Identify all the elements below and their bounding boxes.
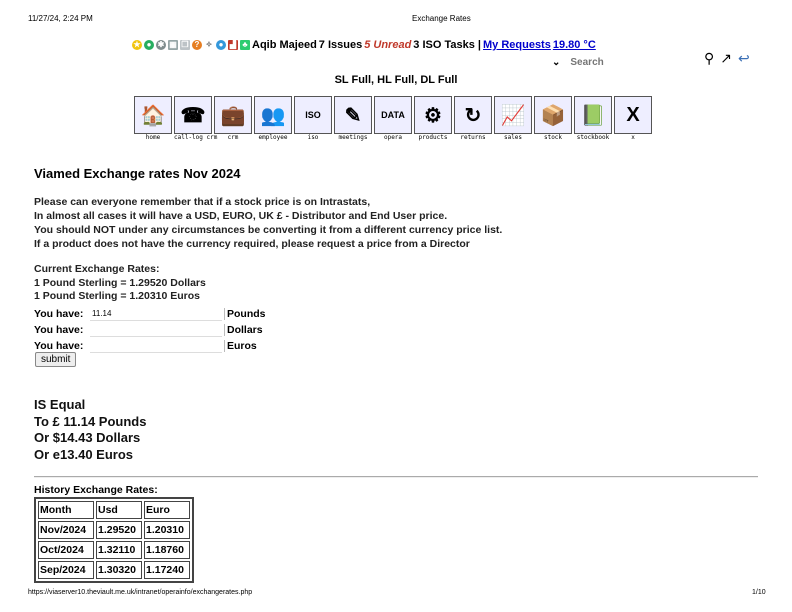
nav-item[interactable] xyxy=(334,96,372,142)
nav-label: iso xyxy=(307,134,319,141)
gears-icon[interactable]: ⚙ xyxy=(414,96,452,134)
nav-label: call-log crm xyxy=(174,134,218,141)
help-icon[interactable]: ? xyxy=(192,40,202,50)
right-icons xyxy=(704,50,750,67)
result-line: Or $14.43 Dollars xyxy=(34,430,141,445)
calendar-icon[interactable]: ▦ xyxy=(169,40,177,49)
temperature-readout[interactable]: 19.80 °C xyxy=(552,39,596,51)
nav-item[interactable] xyxy=(254,96,292,142)
star-icon[interactable]: ★ xyxy=(133,40,141,49)
nav-label: stockbook xyxy=(576,134,610,141)
current-rates xyxy=(34,263,206,304)
return-arrow-icon[interactable]: ↻ xyxy=(454,96,492,134)
close-x-icon[interactable]: X xyxy=(614,96,652,134)
table-row xyxy=(38,521,190,539)
briefcase-icon[interactable]: 💼 xyxy=(214,96,252,134)
footer-page: 1/10 xyxy=(752,589,766,596)
footer-url: https://viaserver10.theviault.me.uk/intranet/operainfo/exchangerates.php xyxy=(28,589,253,596)
external-link-icon[interactable]: ↗ xyxy=(720,50,732,66)
nav-item[interactable] xyxy=(534,96,572,142)
nav-label: crm xyxy=(227,134,239,141)
settings-icon[interactable]: ✱ xyxy=(157,40,165,49)
book-icon[interactable]: 📗 xyxy=(574,96,612,134)
box-icon[interactable]: 📦 xyxy=(534,96,572,134)
table-cell: 1.18760 xyxy=(144,541,190,559)
rate-euros: 1 Pound Sterling = 1.20310 Euros xyxy=(34,290,201,302)
print-datetime: 11/27/24, 2:24 PM xyxy=(28,14,93,23)
history-title: History Exchange Rates: xyxy=(34,484,158,496)
rate-dollars: 1 Pound Sterling = 1.29520 Dollars xyxy=(34,276,206,289)
table-cell: 1.20310 xyxy=(144,521,190,539)
result-line: Or e13.40 Euros xyxy=(34,446,133,462)
divider xyxy=(34,476,758,478)
notice-line: Please can everyone remember that if a stock price is on Intrastats, xyxy=(34,196,371,208)
unread-count[interactable]: 5 Unread xyxy=(364,39,412,51)
status-line: SL Full, HL Full, DL Full xyxy=(334,74,458,86)
converter-row-dollars xyxy=(34,322,266,338)
result-line: To £ 11.14 Pounds xyxy=(34,413,147,429)
current-rates-title: Current Exchange Rates: xyxy=(34,263,160,275)
magnifier-icon[interactable]: ⚲ xyxy=(704,50,715,66)
table-header: Euro xyxy=(144,501,190,519)
sales-chart-icon[interactable]: 📈 xyxy=(494,96,532,134)
pounds-input[interactable] xyxy=(90,308,222,321)
nav-item[interactable] xyxy=(294,96,332,142)
telephone-icon[interactable]: ☎ xyxy=(174,96,212,134)
submit-button[interactable]: submit xyxy=(35,352,76,367)
user-name: Aqib Majeed xyxy=(252,39,317,51)
table-cell: 1.29520 xyxy=(96,521,142,539)
iso-icon[interactable]: ISO xyxy=(294,96,332,134)
people-icon[interactable]: 👥 xyxy=(254,96,292,134)
search-input[interactable] xyxy=(568,56,682,69)
chevron-down-icon[interactable]: ⌄ xyxy=(552,57,561,68)
house-icon[interactable]: 🏠 xyxy=(134,96,172,134)
table-cell: 1.32110 xyxy=(96,541,142,559)
nav-item[interactable] xyxy=(494,96,532,142)
chat-icon[interactable]: ● xyxy=(216,40,226,50)
search-bar xyxy=(552,56,682,69)
nav-item[interactable] xyxy=(174,96,218,142)
globe-icon[interactable]: ● xyxy=(144,40,154,50)
table-cell: 1.17240 xyxy=(144,561,190,579)
notice-text xyxy=(34,195,502,251)
converter-form xyxy=(34,306,266,354)
converter-row-pounds xyxy=(34,306,266,322)
leaf-icon[interactable]: ♣ xyxy=(240,40,250,50)
nav-label: sales xyxy=(503,134,523,141)
euros-input[interactable] xyxy=(90,340,222,353)
nav-item[interactable] xyxy=(454,96,492,142)
pencil-icon[interactable]: ✎ xyxy=(334,96,372,134)
table-row xyxy=(38,561,190,579)
result-line: IS Equal xyxy=(34,397,86,412)
opera-data-icon[interactable]: DATA xyxy=(374,96,412,134)
notice-line: If a product does not have the currency required, please request a price from a Director xyxy=(34,238,470,250)
table-header: Usd xyxy=(96,501,142,519)
nav-item[interactable] xyxy=(134,96,172,142)
copy-icon[interactable]: ❐ xyxy=(181,40,189,49)
nav-item[interactable] xyxy=(414,96,452,142)
table-header: Month xyxy=(38,501,94,519)
table-cell: Nov/2024 xyxy=(38,521,94,539)
nav-item[interactable] xyxy=(214,96,252,142)
nav-label: home xyxy=(145,134,161,141)
page-title: Viamed Exchange rates Nov 2024 xyxy=(34,166,241,181)
table-cell: 1.30320 xyxy=(96,561,142,579)
nav-item[interactable] xyxy=(614,96,652,142)
issues-count[interactable]: 7 Issues xyxy=(318,39,363,51)
chart-icon[interactable]: ▟ xyxy=(229,40,237,49)
nav-label: returns xyxy=(460,134,486,141)
nav-label: products xyxy=(418,134,448,141)
nav-label: opera xyxy=(383,134,403,141)
unit-label: Pounds xyxy=(224,308,266,320)
print-title: Exchange Rates xyxy=(412,14,471,23)
nav-item[interactable] xyxy=(574,96,612,142)
nav-label: x xyxy=(631,134,635,141)
dollars-input[interactable] xyxy=(90,324,222,337)
table-row xyxy=(38,541,190,559)
notice-line: In almost all cases it will have a USD, EURO, UK £ - Distributor and End User price. xyxy=(34,210,448,222)
top-toolbar xyxy=(132,37,596,53)
nav-label: stock xyxy=(543,134,563,141)
back-arrow-icon[interactable]: ↩ xyxy=(738,50,750,66)
table-cell: Sep/2024 xyxy=(38,561,94,579)
iso-tasks[interactable]: 3 ISO Tasks | xyxy=(413,39,481,51)
history-table xyxy=(34,497,194,583)
nav-bar xyxy=(134,96,652,142)
table-cell: Oct/2024 xyxy=(38,541,94,559)
nav-item[interactable] xyxy=(374,96,412,142)
unit-label: Dollars xyxy=(224,324,263,336)
conversion-result xyxy=(34,397,146,463)
you-have-label: You have: xyxy=(34,340,84,352)
my-requests-link[interactable]: My Requests xyxy=(482,39,551,51)
nav-label: meetings xyxy=(338,134,368,141)
table-header-row xyxy=(38,501,190,519)
sparkle-icon[interactable]: ✧ xyxy=(205,40,213,49)
nav-label: employee xyxy=(258,134,288,141)
you-have-label: You have: xyxy=(34,308,84,320)
unit-label: Euros xyxy=(224,340,257,352)
notice-line: You should NOT under any circumstances be converting it from a different currency price list. xyxy=(34,224,503,236)
you-have-label: You have: xyxy=(34,324,84,336)
